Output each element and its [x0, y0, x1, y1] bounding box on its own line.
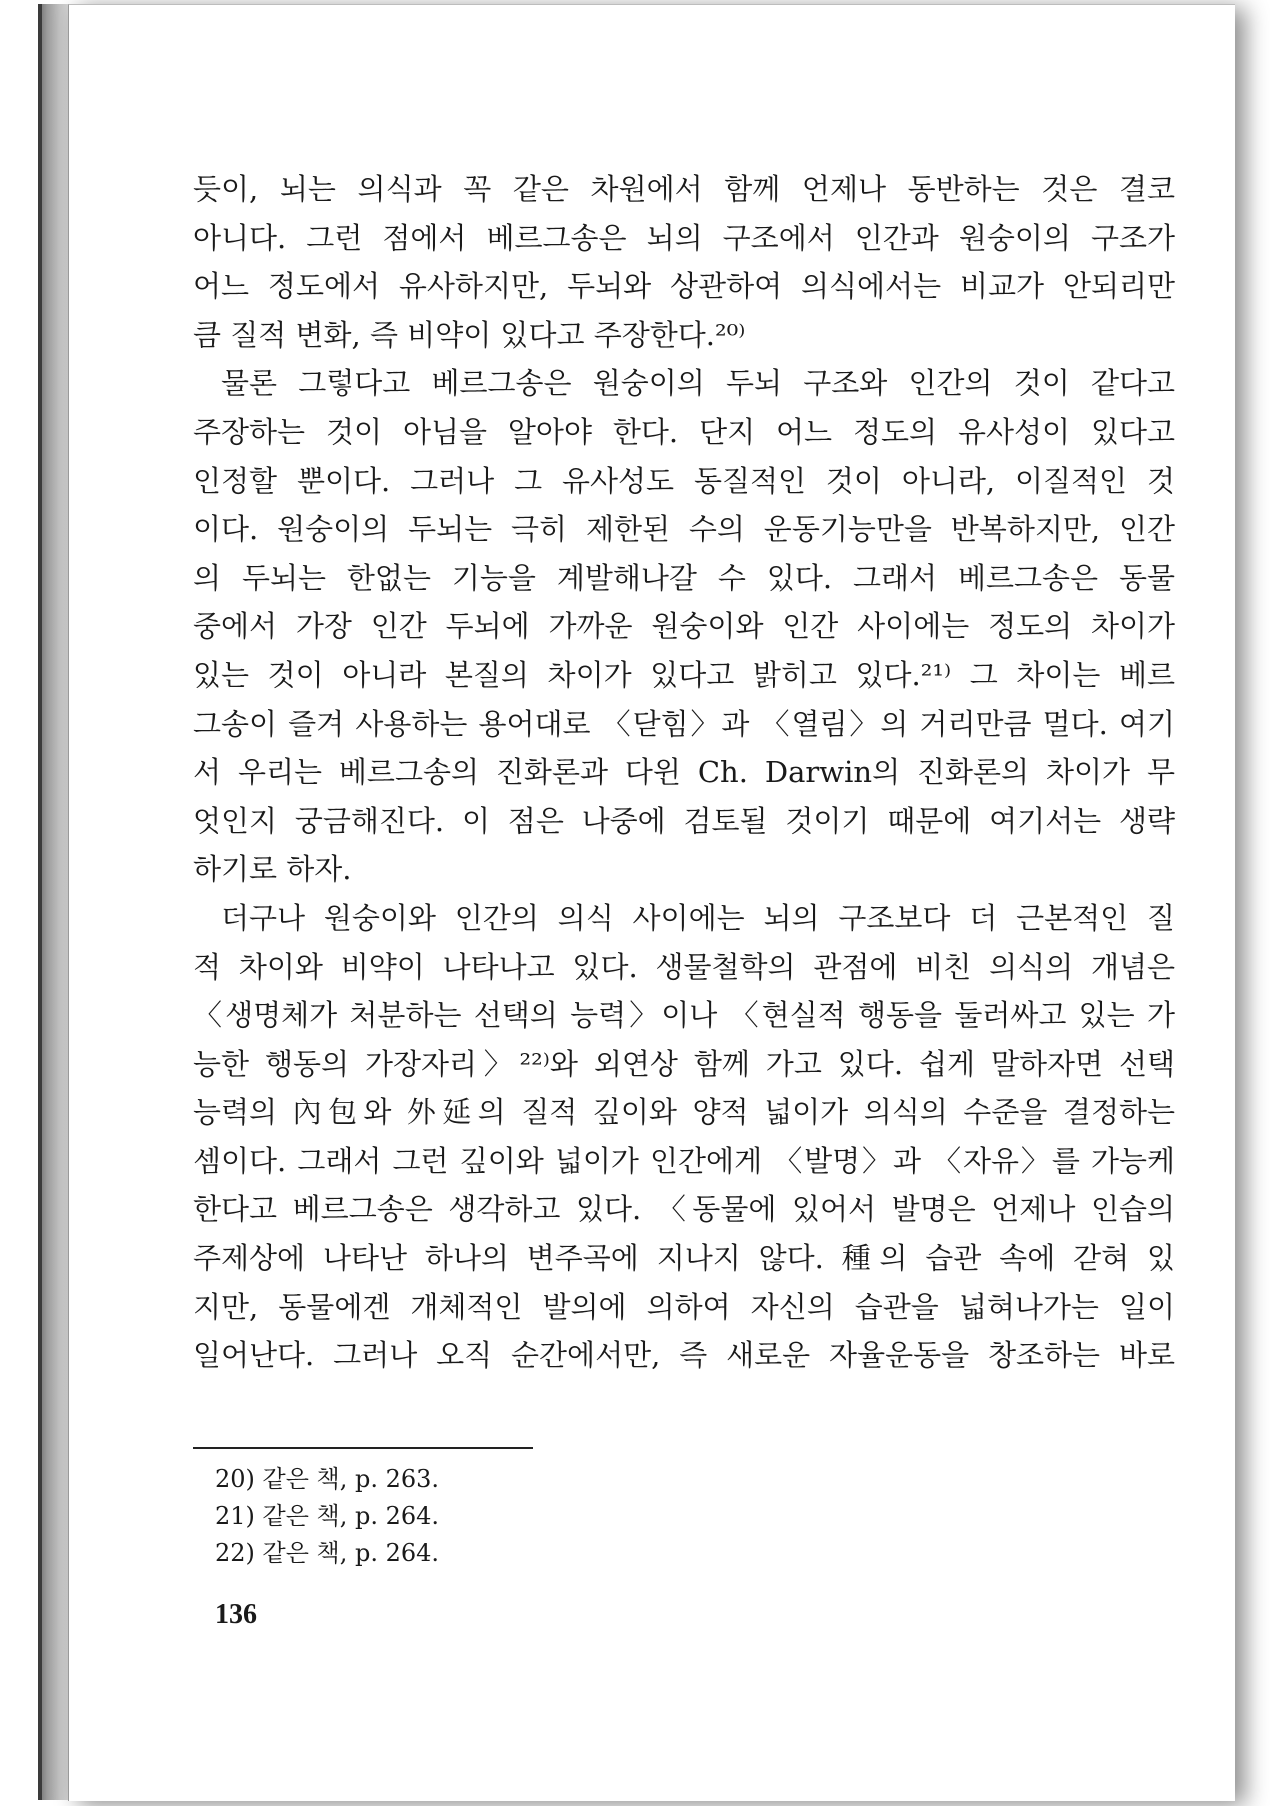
footnote-20: 20) 같은 책, p. 263.	[215, 1465, 440, 1493]
body-line: 한다고 베르그송은 생각하고 있다. 〈동물에 있어서 발명은 언제나 인습의	[193, 1192, 1175, 1227]
body-line: 큼 질적 변화, 즉 비약이 있다고 주장한다.²⁰⁾	[193, 317, 746, 352]
page-number: 136	[215, 1599, 257, 1630]
body-text	[193, 165, 1175, 1380]
body-line: 엇인지 궁금해진다. 이 점은 나중에 검토될 것이기 때문에 여기서는 생략	[193, 803, 1175, 838]
body-line: 지만, 동물에겐 개체적인 발의에 의하여 자신의 습관을 넓혀나가는 일이	[193, 1289, 1175, 1324]
page-edge-line	[38, 4, 42, 1800]
body-line: 하기로 하자.	[193, 852, 352, 887]
footnote-22: 22) 같은 책, p. 264.	[215, 1539, 440, 1567]
footnote-21: 21) 같은 책, p. 264.	[215, 1502, 440, 1530]
body-line: 물론 그렇다고 베르그송은 원숭이의 두뇌 구조와 인간의 것이 같다고	[221, 366, 1175, 401]
book-page	[68, 4, 1235, 1801]
body-line: 셈이다. 그래서 그런 깊이와 넓이가 인간에게 〈발명〉과 〈자유〉를 가능케	[193, 1143, 1175, 1178]
footnote-divider	[193, 1447, 533, 1449]
body-line: 더구나 원숭이와 인간의 의식 사이에는 뇌의 구조보다 더 근본적인 질	[221, 900, 1175, 935]
body-line: 주제상에 나타난 하나의 변주곡에 지나지 않다. 種의 습관 속에 갇혀 있	[193, 1241, 1175, 1276]
body-line: 그송이 즐겨 사용하는 용어대로 〈닫힘〉과 〈열림〉의 거리만큼 멀다. 여기	[193, 706, 1175, 741]
body-line: 있는 것이 아니라 본질의 차이가 있다고 밝히고 있다.²¹⁾ 그 차이는 베르	[193, 657, 1175, 692]
body-line: 이다. 원숭이의 두뇌는 극히 제한된 수의 운동기능만을 반복하지만, 인간	[193, 512, 1175, 547]
body-line: 중에서 가장 인간 두뇌에 가까운 원숭이와 인간 사이에는 정도의 차이가	[193, 609, 1175, 644]
body-line: 듯이, 뇌는 의식과 꼭 같은 차원에서 함께 언제나 동반하는 것은 결코	[193, 172, 1175, 206]
body-line: 의 두뇌는 한없는 기능을 계발해나갈 수 있다. 그래서 베르그송은 동물	[193, 560, 1175, 595]
body-line: 서 우리는 베르그송의 진화론과 다윈 Ch. Darwin의 진화론의 차이가 무	[193, 755, 1175, 790]
body-line: 적 차이와 비약이 나타나고 있다. 생물철학의 관점에 비친 의식의 개념은	[193, 949, 1175, 984]
body-line: 주장하는 것이 아님을 알아야 한다. 단지 어느 정도의 유사성이 있다고	[193, 414, 1175, 449]
body-line: 능한 행동의 가장자리〉²²⁾와 외연상 함께 가고 있다. 쉽게 말하자면 선택	[193, 1046, 1175, 1081]
body-line: 일어난다. 그러나 오직 순간에서만, 즉 새로운 자율운동을 창조하는 바로	[193, 1338, 1175, 1373]
body-line: 〈생명체가 처분하는 선택의 능력〉이나 〈현실적 행동을 둘러싸고 있는 가	[193, 998, 1175, 1033]
body-line: 어느 정도에서 유사하지만, 두뇌와 상관하여 의식에서는 비교가 안되리만	[193, 269, 1175, 304]
body-line: 인정할 뿐이다. 그러나 그 유사성도 동질적인 것이 아니라, 이질적인 것	[193, 463, 1175, 498]
footnotes	[215, 1461, 439, 1572]
body-line: 아니다. 그런 점에서 베르그송은 뇌의 구조에서 인간과 원숭이의 구조가	[193, 220, 1175, 255]
body-line: 능력의 內包와 外延의 질적 깊이와 양적 넓이가 의식의 수준을 결정하는	[193, 1095, 1175, 1130]
